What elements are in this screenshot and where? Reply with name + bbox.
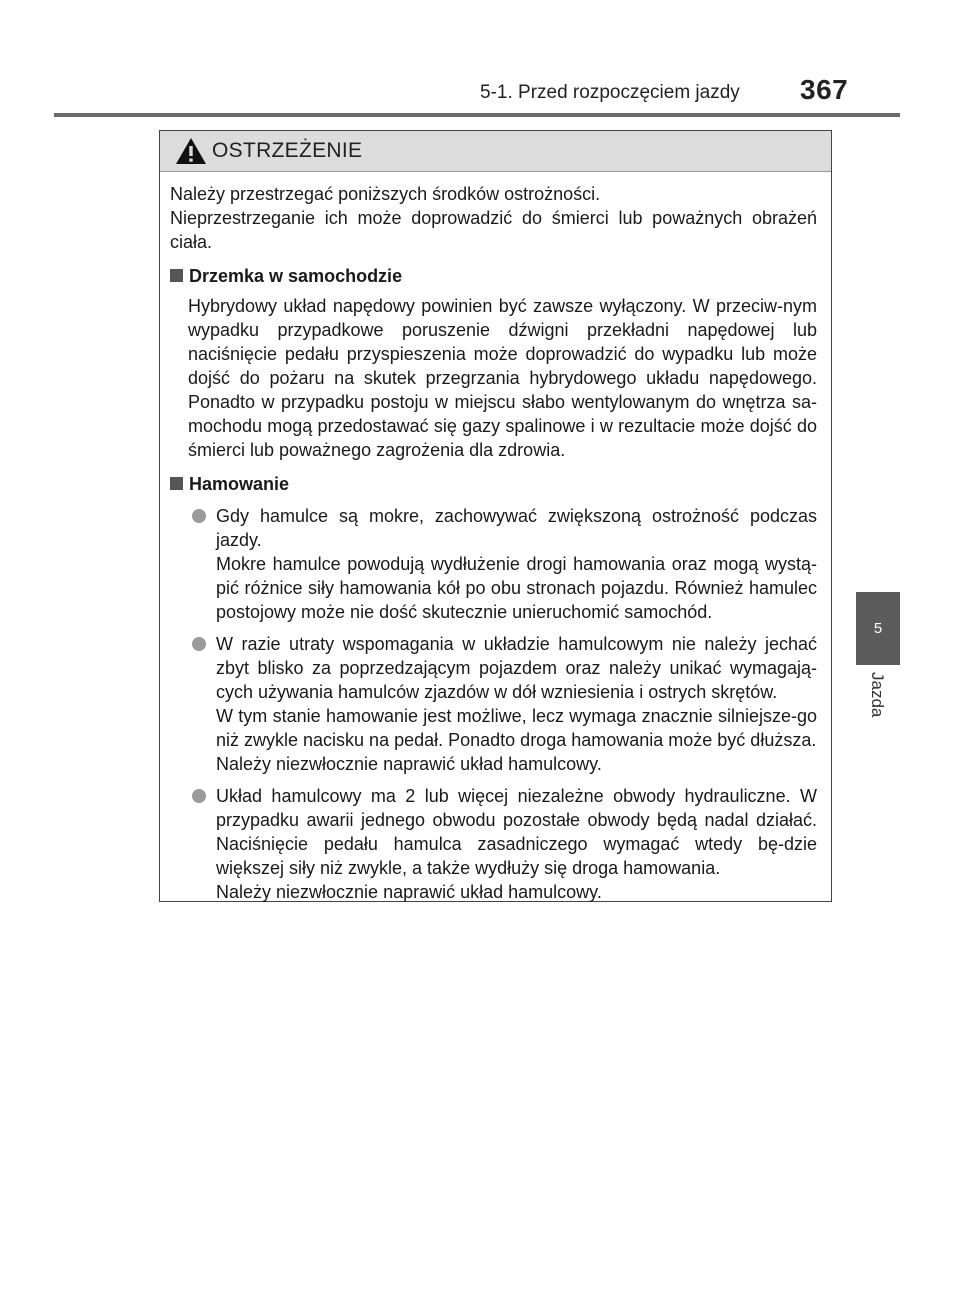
running-header-section: 5-1. Przed rozpoczęciem jazdy [480, 82, 740, 103]
bullet-content [216, 632, 817, 776]
section-text: Hybrydowy układ napędowy powinien być zawsze wyłączony. W przeciw-nym wypadku przypadkowe poruszenie dźwigni przekładni napędowej lub naciśnięcie pedału przyspieszenia może doprowadzić do wypadku lub może dojść do pożaru na skutek przegrzania hybrydowego układu napędowego. Ponadto w przypadku postoju w miejscu słabo wentylowanym do wnętrza sa-mochodu mogą przedostawać się gazy spalinowe i w rezultacie może dojść do śmierci lub poważnego zagrożenia dla zdrowia. [188, 296, 817, 460]
square-bullet-icon [170, 477, 183, 490]
square-bullet-icon [170, 269, 183, 282]
bullet-paragraph: Należy niezwłocznie naprawić układ hamulcowy. [216, 754, 602, 774]
section-heading-text: Hamowanie [189, 474, 290, 494]
header-divider [54, 113, 900, 117]
bullet-paragraph: Gdy hamulce są mokre, zachowywać zwiększoną ostrożność podczas jazdy. [216, 506, 817, 550]
bullet-item [188, 784, 817, 904]
warning-body [160, 172, 831, 904]
section-hamowanie [170, 472, 817, 904]
chapter-number: 5 [873, 620, 883, 637]
intro-line: Należy przestrzegać poniższych środków ostrożności. [170, 184, 601, 204]
bullet-item [188, 632, 817, 776]
bullet-paragraph: Mokre hamulce powodują wydłużenie drogi hamowania oraz mogą wystą-pić różnice siły hamowania kół po obu stronach pojazdu. Również hamulec postojowy może nie dość skutecznie unieruchomić samochód. [216, 554, 817, 622]
bullet-paragraph: Należy niezwłocznie naprawić układ hamulcowy. [216, 882, 602, 902]
warning-box [159, 130, 832, 902]
warning-title: OSTRZEŻENIE [212, 139, 363, 162]
circle-bullet-icon [192, 509, 206, 523]
bullet-paragraph: W razie utraty wspomagania w układzie hamulcowym nie należy jechać zbyt blisko za poprzedzającym pojazdem oraz należy unikać wymagają-cych używania hamulców zjazdów w dół wzniesienia i ostrych skrętów. [216, 634, 817, 702]
bullet-paragraph: Układ hamulcowy ma 2 lub więcej niezależne obwody hydrauliczne. W przypadku awarii jednego obwodu pozostałe obwody będą nadal działać. Naciśnięcie pedału hamulca zasadniczego wymagać wtedy bę-dzie większej siły niż zwykle, a także wydłuży się droga hamowania. [216, 786, 817, 878]
warning-intro [170, 182, 817, 254]
chapter-tab [856, 592, 900, 665]
warning-triangle-icon [174, 136, 208, 166]
chapter-label: Jazda [868, 672, 887, 718]
section-drzemka [170, 264, 817, 462]
intro-line: Nieprzestrzeganie ich może doprowadzić do śmierci lub poważnych obrażeń ciała. [170, 208, 817, 252]
circle-bullet-icon [192, 637, 206, 651]
section-heading [170, 264, 817, 288]
bullet-content [216, 784, 817, 904]
circle-bullet-icon [192, 789, 206, 803]
warning-header [160, 131, 831, 172]
bullet-item [188, 504, 817, 624]
section-heading [170, 472, 817, 496]
bullet-content [216, 504, 817, 624]
section-heading-text: Drzemka w samochodzie [189, 266, 403, 286]
bullet-paragraph: W tym stanie hamowanie jest możliwe, lecz wymaga znacznie silniejsze-go niż zwykle nacisku na pedał. Ponadto droga hamowania może być dłuższa. [216, 706, 817, 750]
page-number: 367 [800, 74, 849, 105]
